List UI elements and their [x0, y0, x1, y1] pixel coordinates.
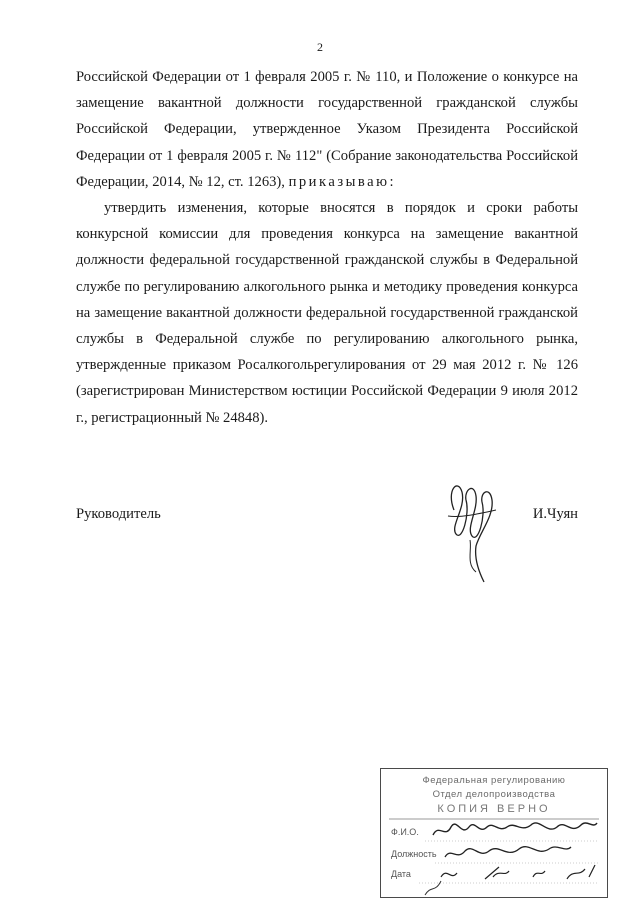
- stamp-date-label: Дата: [391, 869, 411, 879]
- stamp-line-1: Федеральная регулированию: [422, 775, 566, 786]
- stamp-line-2: Отдел делопроизводства: [432, 789, 556, 800]
- stamp-position-label: Должность: [391, 849, 437, 859]
- signatory-position: Руководитель: [76, 506, 161, 522]
- stamp-name-label: Ф.И.О.: [391, 827, 419, 837]
- stamp-handwriting: [381, 769, 607, 897]
- page-number: 2: [317, 40, 323, 54]
- paragraph-1-text: Российской Федерации от 1 февраля 2005 г. № 110, и Положение о конкурсе на замещение вакантной должности государственной гражданской службы Российской Федерации, утвержденное Указом Президента Российской Федерации от 1 февраля 2005 г. № 112" (Собрание законодательства Российской Федерации, 2014, № 12, ст. 1263),: [76, 69, 578, 190]
- handwritten-signature: [436, 470, 506, 590]
- stamp-line-3: КОПИЯ ВЕРНО: [437, 803, 551, 815]
- paragraph-1: [76, 64, 578, 195]
- signatory-name: И.Чуян: [532, 506, 578, 522]
- certification-stamp: [380, 768, 608, 898]
- paragraph-2: утвердить изменения, которые вносятся в порядок и сроки работы конкурсной комиссии для проведения конкурса на замещение вакантной должности федеральной государственной гражданской службы в Федеральной службе по регулированию алкогольного рынка и методику проведения конкурса на замещение вакантной должности федеральной государственной гражданской службы в Федеральной службе по регулированию алкогольного рынка, утвержденные приказом Росалкогольрегулирования от 29 мая 2012 г. № 126 (зарегистрирован Министерством юстиции Российской Федерации 9 июля 2012 г., регистрационный № 24848).: [76, 200, 578, 426]
- document-body: [76, 64, 578, 431]
- order-word: приказываю:: [288, 173, 397, 190]
